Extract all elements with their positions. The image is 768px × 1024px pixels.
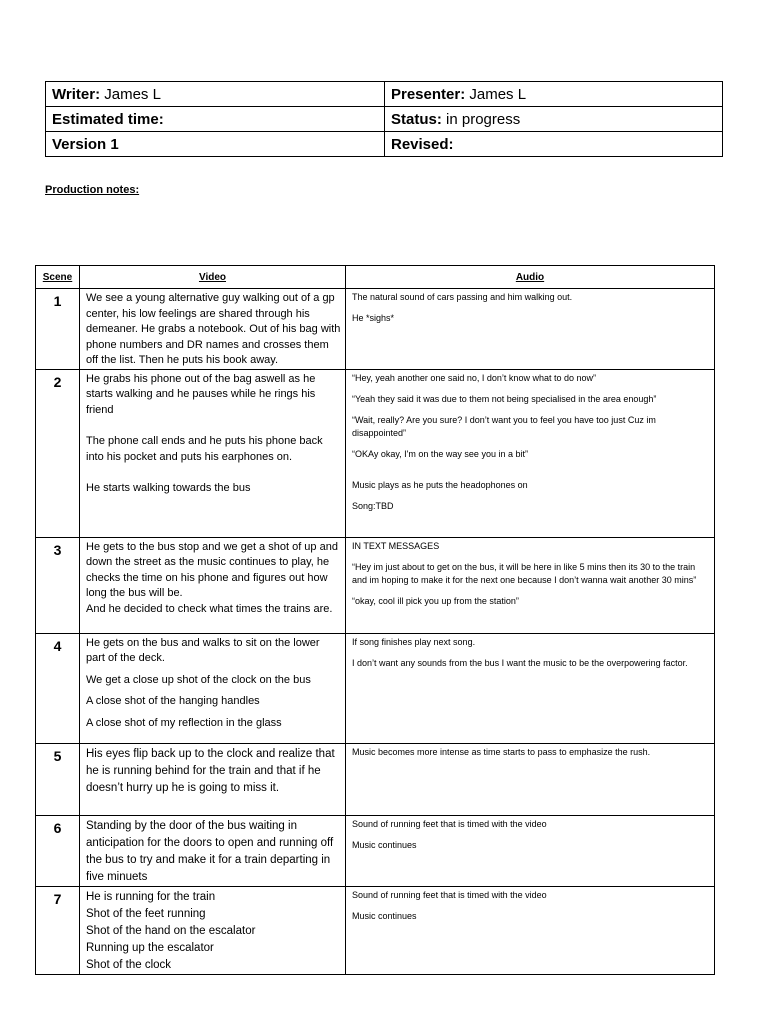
video-cell (80, 369, 346, 537)
audio-cell (346, 369, 715, 537)
video-line: Shot of the hand on the escalator (86, 924, 256, 937)
video-line: He starts walking towards the bus (86, 482, 251, 494)
audio-line: “Wait, really? Are you sure? I don’t want you to feel you have too just Cuz im disappointed” (352, 414, 656, 438)
audio-line: “OKAy okay, I'm on the way see you in a bit” (352, 448, 528, 459)
video-cell (80, 289, 346, 370)
scene-number: 6 (36, 815, 80, 886)
scene-number: 2 (36, 369, 80, 537)
presenter-value: James L (469, 85, 527, 103)
video-cell (80, 633, 346, 743)
scene-row (36, 289, 715, 370)
audio-column-header: Audio (346, 266, 715, 289)
audio-cell (346, 815, 715, 886)
scene-column-header: Scene (36, 266, 80, 289)
video-line: Shot of the clock (86, 958, 172, 971)
audio-line: Sound of running feet that is timed with the video (352, 818, 547, 829)
audio-line: Sound of running feet that is timed with the video (352, 889, 547, 900)
video-line: He grabs his phone out of the bag aswell as he starts walking and he pauses while he rings his friend (86, 372, 316, 416)
audio-line: “Hey, yeah another one said no, I don’t know what to do now” (352, 372, 596, 383)
header-row (46, 107, 723, 132)
audio-line: “Yeah they said it was due to them not being specialised in the area enough” (352, 393, 657, 404)
video-cell (80, 743, 346, 815)
audio-cell (346, 886, 715, 974)
presenter-cell (385, 82, 723, 107)
writer-label: Writer: (52, 85, 101, 103)
header-row (46, 132, 723, 157)
presenter-label: Presenter: (391, 85, 466, 103)
video-line: He gets on the bus and walks to sit on the lower part of the deck. (86, 636, 320, 664)
production-notes-heading: Production notes: (45, 184, 140, 196)
video-line: A close shot of the hanging handles (86, 695, 260, 707)
revised-label: Revised: (391, 135, 454, 153)
version-label: Version 1 (52, 135, 119, 153)
scene-row (36, 369, 715, 537)
script-header-row (36, 266, 715, 289)
audio-line: IN TEXT MESSAGES (352, 540, 440, 551)
audio-cell (346, 633, 715, 743)
scene-row (36, 815, 715, 886)
audio-line: “okay, cool ill pick you up from the station” (352, 595, 519, 606)
video-line: He is running for the train (86, 890, 216, 903)
audio-line: Music continues (352, 910, 417, 921)
audio-cell (346, 743, 715, 815)
video-line: Running up the escalator (86, 941, 214, 954)
video-line: Shot of the feet running (86, 907, 206, 920)
audio-line: “Hey im just about to get on the bus, it will be here in like 5 mins then its 30 to the train and im hoping to make it for the next one because I don’t wanna wait another 30 mins” (352, 561, 697, 585)
audio-line: I don’t want any sounds from the bus I want the music to be the overpowering factor. (352, 657, 688, 668)
scene-number: 3 (36, 537, 80, 633)
audio-line: If song finishes play next song. (352, 636, 476, 647)
audio-line: Music continues (352, 839, 417, 850)
video-line: Standing by the door of the bus waiting in anticipation for the doors to open and running off the bus to try and make it for a train departing in five minuets (86, 819, 334, 883)
revised-cell (385, 132, 723, 157)
scene-number: 5 (36, 743, 80, 815)
header-table (45, 81, 723, 157)
audio-cell (346, 289, 715, 370)
video-line: The phone call ends and he puts his phone back into his pocket and puts his earphones on. (86, 435, 323, 463)
scene-number: 4 (36, 633, 80, 743)
video-line: His eyes flip back up to the clock and realize that he is running behind for the train and that if he doesn’t hurry up he is going to miss it. (86, 747, 335, 794)
estimated-time-label: Estimated time: (52, 110, 164, 128)
audio-line: Music plays as he puts the headophones on (352, 479, 528, 490)
audio-line: The natural sound of cars passing and him walking out. (352, 292, 573, 302)
video-line: And he decided to check what times the trains are. (86, 602, 333, 615)
audio-line: Song:TBD (352, 500, 394, 511)
video-column-header: Video (80, 266, 346, 289)
estimated-time-cell (46, 107, 385, 132)
writer-cell (46, 82, 385, 107)
writer-value: James L (104, 85, 161, 103)
status-value: in progress (446, 110, 521, 128)
video-cell (80, 886, 346, 974)
status-cell (385, 107, 723, 132)
scene-row (36, 886, 715, 974)
scene-row (36, 537, 715, 633)
status-label: Status: (391, 110, 442, 128)
video-line: A close shot of my reflection in the glass (86, 716, 282, 729)
scene-row (36, 743, 715, 815)
version-cell (46, 132, 385, 157)
video-line: He gets to the bus stop and we get a shot of up and down the street as the music continues to play, he checks the time on his phone and figures out how long the bus will be. (86, 540, 338, 599)
video-cell (80, 537, 346, 633)
header-row (46, 82, 723, 107)
scene-row (36, 633, 715, 743)
audio-cell (346, 537, 715, 633)
scene-number: 7 (36, 886, 80, 974)
video-cell (80, 815, 346, 886)
script-table (35, 265, 715, 975)
scene-number: 1 (36, 289, 80, 370)
video-line: We get a close up shot of the clock on the bus (86, 673, 311, 686)
audio-line: He *sighs* (352, 313, 395, 323)
audio-line: Music becomes more intense as time starts to pass to emphasize the rush. (352, 746, 651, 757)
video-line: We see a young alternative guy walking out of a gp center, his low feelings are shared through his demeaner. He grabs a notebook. Out of his bag with phone numbers and DR names and crosses them off the list. Then he puts his book away. (86, 292, 341, 366)
